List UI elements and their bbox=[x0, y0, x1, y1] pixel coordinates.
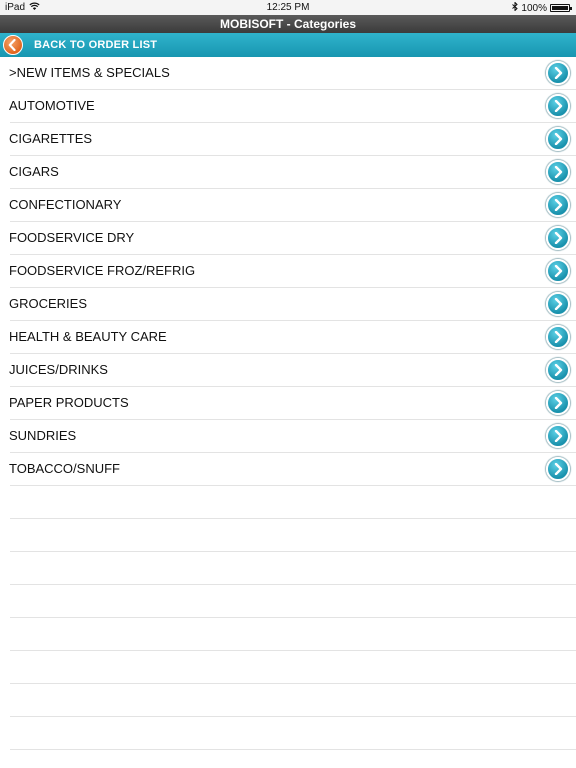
category-label: FOODSERVICE FROZ/REFRIG bbox=[9, 263, 196, 278]
back-to-order-list-link[interactable]: BACK TO ORDER LIST bbox=[34, 39, 158, 51]
status-right bbox=[512, 2, 570, 14]
category-row[interactable] bbox=[10, 354, 576, 387]
empty-row bbox=[10, 618, 576, 651]
chevron-right-icon[interactable] bbox=[546, 325, 570, 349]
category-row[interactable] bbox=[10, 57, 576, 90]
empty-row bbox=[10, 717, 576, 750]
chevron-right-icon[interactable] bbox=[546, 424, 570, 448]
category-row[interactable] bbox=[10, 453, 576, 486]
chevron-right-icon[interactable] bbox=[546, 94, 570, 118]
battery-percent: 100% bbox=[521, 2, 547, 14]
category-label: CIGARETTES bbox=[9, 131, 93, 146]
chevron-right-icon[interactable] bbox=[546, 259, 570, 283]
category-label: SUNDRIES bbox=[9, 428, 77, 443]
chevron-right-icon[interactable] bbox=[546, 457, 570, 481]
category-label: CIGARS bbox=[9, 164, 59, 179]
chevron-right-icon[interactable] bbox=[546, 226, 570, 250]
category-row[interactable] bbox=[10, 90, 576, 123]
category-label: PAPER PRODUCTS bbox=[9, 395, 129, 410]
page-title: MOBISOFT - Categories bbox=[0, 15, 576, 33]
chevron-right-icon[interactable] bbox=[546, 127, 570, 151]
back-button[interactable] bbox=[3, 35, 23, 55]
category-row[interactable] bbox=[10, 321, 576, 354]
device-name: iPad bbox=[5, 2, 26, 13]
category-row[interactable] bbox=[10, 123, 576, 156]
category-row[interactable] bbox=[10, 288, 576, 321]
chevron-right-icon[interactable] bbox=[546, 160, 570, 184]
category-list bbox=[0, 57, 576, 750]
empty-row bbox=[10, 651, 576, 684]
category-label: CONFECTIONARY bbox=[9, 197, 122, 212]
category-label: >NEW ITEMS & SPECIALS bbox=[9, 65, 170, 80]
category-row[interactable] bbox=[10, 387, 576, 420]
status-time: 12:25 PM bbox=[266, 2, 310, 13]
battery-fill bbox=[552, 6, 568, 10]
category-label: JUICES/DRINKS bbox=[9, 362, 108, 377]
category-label: AUTOMOTIVE bbox=[9, 98, 95, 113]
empty-row bbox=[10, 585, 576, 618]
bluetooth-icon bbox=[512, 2, 518, 14]
chevron-right-icon[interactable] bbox=[546, 292, 570, 316]
category-row[interactable] bbox=[10, 222, 576, 255]
chevron-right-icon[interactable] bbox=[546, 391, 570, 415]
category-row[interactable] bbox=[10, 255, 576, 288]
status-bar bbox=[0, 0, 576, 15]
chevron-right-icon[interactable] bbox=[546, 61, 570, 85]
category-row[interactable] bbox=[10, 189, 576, 222]
category-label: HEALTH & BEAUTY CARE bbox=[9, 329, 167, 344]
empty-row bbox=[10, 486, 576, 519]
chevron-left-icon bbox=[8, 39, 16, 51]
chevron-right-icon[interactable] bbox=[546, 358, 570, 382]
category-label: FOODSERVICE DRY bbox=[9, 230, 135, 245]
chevron-right-icon[interactable] bbox=[546, 193, 570, 217]
battery-icon bbox=[550, 4, 570, 12]
category-label: TOBACCO/SNUFF bbox=[9, 461, 120, 476]
category-row[interactable] bbox=[10, 156, 576, 189]
empty-row bbox=[10, 519, 576, 552]
category-row[interactable] bbox=[10, 420, 576, 453]
empty-row bbox=[10, 552, 576, 585]
nav-bar bbox=[0, 33, 576, 57]
category-label: GROCERIES bbox=[9, 296, 88, 311]
empty-row bbox=[10, 684, 576, 717]
